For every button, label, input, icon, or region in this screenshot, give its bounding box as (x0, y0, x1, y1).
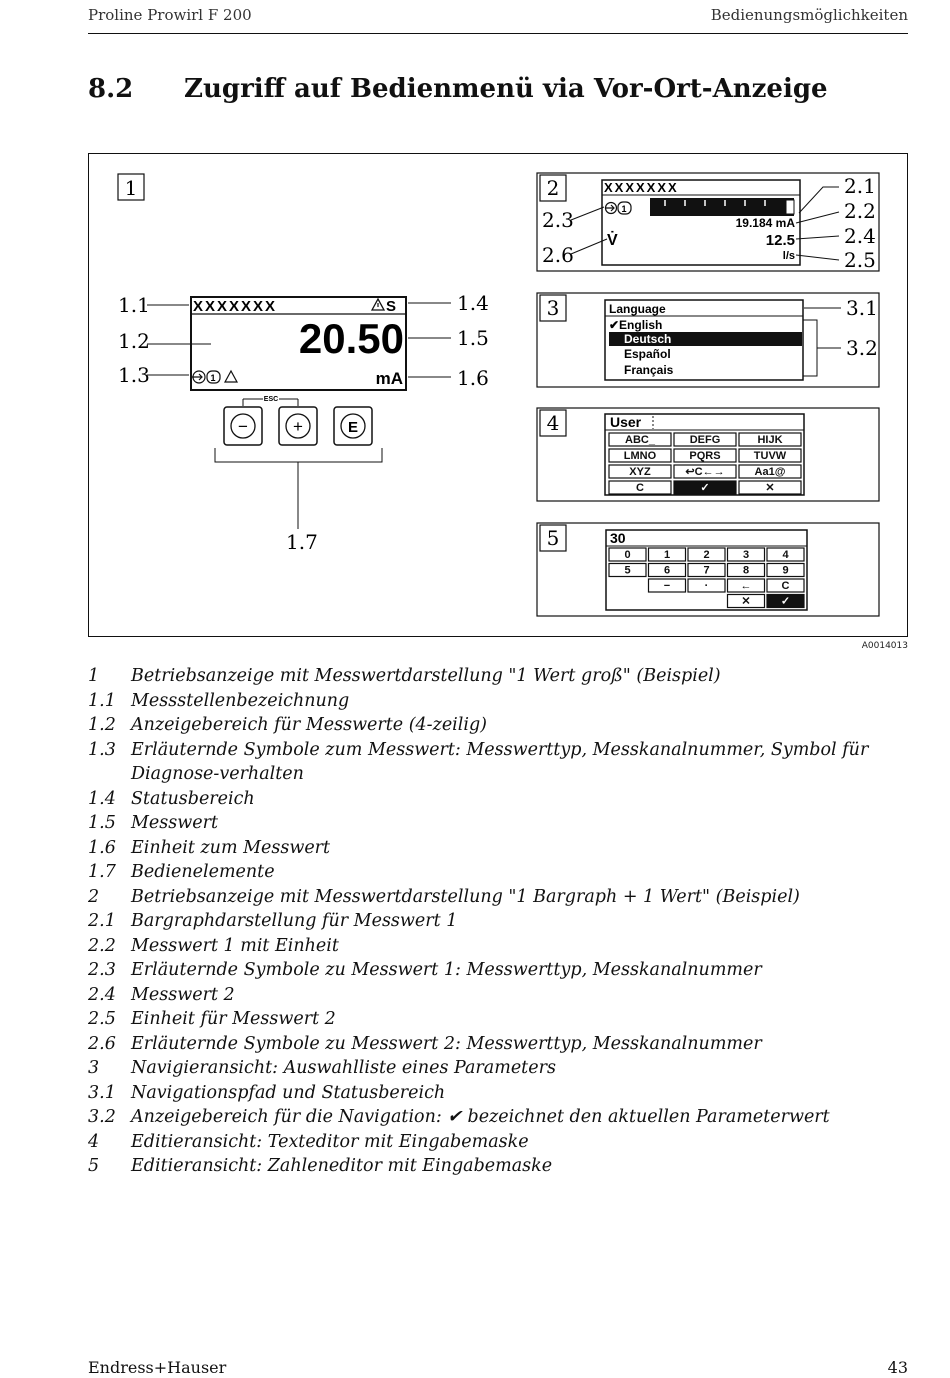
svg-text:ABC_: ABC_ (625, 434, 655, 446)
list-item-english: ✔English (609, 318, 663, 332)
svg-text:+: + (293, 417, 303, 436)
legend-text: Anzeigebereich für Messwerte (4-zeilig) (131, 715, 487, 735)
svg-text:XYZ: XYZ (629, 466, 651, 478)
panel-1-buttons (215, 396, 382, 529)
keyboard-key[interactable] (739, 481, 801, 494)
legend-item (88, 664, 908, 689)
panel2-value2: 12.5 (765, 232, 795, 249)
svg-text:2.4: 2.4 (844, 224, 876, 248)
svg-text:E: E (347, 419, 359, 436)
keyboard-key[interactable] (739, 465, 801, 478)
figure-drawing (89, 154, 906, 635)
svg-text:C: C (781, 580, 790, 592)
header-rule (88, 33, 908, 34)
svg-text:0: 0 (624, 549, 631, 561)
legend-number: 2.2 (88, 935, 116, 956)
legend-item (88, 787, 908, 812)
svg-text:DEFG: DEFG (689, 434, 721, 446)
legend-item (88, 713, 908, 738)
legend-text: Navigationspfad und Statusbereich (131, 1082, 446, 1103)
legend-item (88, 958, 908, 983)
legend-item (88, 909, 908, 934)
svg-text:HIJK: HIJK (757, 434, 783, 446)
panel-3 (537, 293, 879, 387)
panel-4 (537, 408, 879, 501)
number-keyboard (609, 548, 804, 608)
svg-text:TUVW: TUVW (753, 450, 787, 462)
minus-button[interactable] (224, 407, 262, 445)
panel1-tag: XXXXXXX (193, 298, 278, 315)
svg-text:↩C←→: ↩C←→ (685, 466, 725, 478)
svg-text:1.1: 1.1 (118, 293, 150, 317)
keyboard-key[interactable] (739, 449, 801, 462)
svg-text:2.1: 2.1 (844, 174, 876, 198)
number-field: 30 (610, 530, 626, 546)
list-item-deutsch: Deutsch (624, 332, 672, 346)
legend-text: Messwert 2 (131, 984, 235, 1005)
legend-number: 1.5 (88, 813, 116, 833)
svg-text:7: 7 (703, 564, 710, 577)
svg-text:1.2: 1.2 (118, 329, 150, 353)
legend-number: 1.6 (88, 837, 116, 858)
legend-text: Navigieransicht: Auswahlliste eines Parameters (131, 1058, 556, 1078)
legend-text: Messwert (131, 813, 218, 833)
legend-text: Bargraphdarstellung für Messwert 1 (131, 911, 458, 931)
keyboard-key[interactable] (728, 564, 765, 577)
keyboard-key[interactable] (609, 433, 671, 446)
svg-text:PQRS: PQRS (689, 450, 721, 462)
svg-text:9: 9 (782, 564, 789, 577)
list-item-espanol: Español (624, 347, 671, 361)
svg-text:Aa1@: Aa1@ (754, 466, 786, 478)
legend-number: 2.5 (88, 1009, 116, 1029)
panel1-status: S (386, 298, 397, 315)
svg-text:2.2: 2.2 (844, 199, 876, 223)
box-label-1 (118, 174, 144, 200)
keyboard-key[interactable] (728, 548, 765, 561)
legend-item (88, 689, 908, 714)
keyboard-key[interactable] (609, 449, 671, 462)
legend-number: 2.1 (88, 911, 116, 931)
legend-number: 5 (88, 1156, 100, 1176)
svg-text:2: 2 (703, 549, 710, 561)
legend-number: 2.3 (88, 960, 116, 980)
legend-number: 2.6 (88, 1033, 116, 1054)
figure-id: A0014013 (861, 641, 908, 651)
keyboard-key[interactable] (688, 548, 725, 561)
header-chapter: Bedienungsmöglichkeiten (710, 6, 908, 24)
nav-path: Language (609, 302, 666, 316)
svg-text:6: 6 (663, 564, 671, 577)
legend-text: Betriebsanzeige mit Messwertdarstellung "1 Bargraph + 1 Wert" (Beispiel) (131, 886, 800, 907)
legend-item (88, 1130, 908, 1155)
svg-text:1.3: 1.3 (118, 363, 150, 387)
keyboard-key[interactable] (688, 564, 725, 577)
keyboard-key[interactable] (649, 579, 686, 592)
svg-text:8: 8 (742, 564, 750, 577)
svg-text:✕: ✕ (765, 482, 775, 494)
section-number: 8.2 (88, 74, 134, 104)
text-keyboard (609, 433, 801, 494)
svg-text:1.5: 1.5 (457, 326, 489, 350)
svg-text:1: 1 (663, 549, 671, 561)
legend-text: Messstellenbezeichnung (131, 690, 350, 711)
channel-number-icon: 1 (210, 373, 216, 383)
keyboard-key[interactable] (688, 579, 725, 592)
panel-5 (537, 523, 879, 616)
legend-item (88, 836, 908, 861)
keyboard-key[interactable] (609, 548, 646, 561)
keyboard-key[interactable] (609, 481, 671, 494)
keyboard-key[interactable] (649, 548, 686, 561)
volume-flow-icon: V̇ (607, 232, 618, 249)
svg-text:1.7: 1.7 (286, 530, 318, 554)
svg-text:2.3: 2.3 (542, 208, 574, 232)
text-field: User (610, 414, 642, 430)
svg-text:✕: ✕ (741, 595, 751, 608)
keyboard-key[interactable] (767, 595, 804, 608)
keyboard-key[interactable] (728, 595, 765, 608)
legend-item (88, 934, 908, 959)
svg-text:−: − (238, 417, 248, 436)
svg-text:·: · (704, 580, 709, 592)
figure-legend (88, 664, 908, 1179)
keyboard-key[interactable] (767, 564, 804, 577)
legend-item (88, 738, 908, 787)
plus-button[interactable] (279, 407, 317, 445)
keyboard-key[interactable] (609, 465, 671, 478)
legend-text: Anzeigebereich für die Navigation: ✔ bezeichnet den aktuellen Parameterwert (131, 1107, 830, 1127)
legend-number: 4 (88, 1131, 100, 1152)
legend-number: 1.4 (88, 788, 116, 809)
keyboard-key[interactable] (674, 449, 736, 462)
section-title: Zugriff auf Bedienmenü via Vor-Ort-Anzeige (184, 74, 828, 104)
legend-item (88, 1032, 908, 1057)
legend-text: Erläuternde Symbole zum Messwert: Messwerttyp, Messkanalnummer, Symbol für Diagnose-verhalten (131, 739, 869, 784)
channel-number-icon: 1 (621, 204, 627, 214)
keyboard-key[interactable] (728, 579, 765, 592)
display-figure (88, 153, 908, 637)
legend-number: 2.4 (88, 984, 116, 1005)
keyboard-key[interactable] (609, 564, 646, 577)
svg-text:3.1: 3.1 (846, 296, 878, 320)
legend-text: Betriebsanzeige mit Messwertdarstellung "1 Wert groß" (Beispiel) (131, 666, 721, 686)
panel-1-display (191, 297, 406, 390)
diagnostic-warning-icon (225, 371, 237, 382)
svg-text:5: 5 (624, 564, 631, 577)
keyboard-key[interactable] (674, 433, 736, 446)
esc-label: ESC (263, 396, 279, 403)
enter-button[interactable] (334, 407, 372, 445)
legend-item (88, 860, 908, 885)
svg-text:4: 4 (546, 411, 560, 435)
panel2-unit2: l/s (782, 250, 795, 262)
legend-item (88, 811, 908, 836)
legend-number: 3.1 (88, 1082, 116, 1103)
svg-text:✓: ✓ (700, 482, 710, 494)
svg-text:4: 4 (782, 549, 789, 561)
legend-item (88, 983, 908, 1008)
legend-number: 1 (88, 666, 100, 686)
page-number: 43 (887, 1358, 908, 1377)
legend-text: Editieransicht: Zahleneditor mit Eingabemaske (131, 1156, 553, 1176)
svg-text:2: 2 (546, 176, 560, 200)
panel2-value1: 19.184 mA (735, 216, 795, 230)
keyboard-key[interactable] (767, 548, 804, 561)
keyboard-key[interactable] (674, 481, 736, 494)
legend-item (88, 1105, 908, 1130)
svg-text:2.5: 2.5 (844, 248, 876, 272)
legend-item (88, 1056, 908, 1081)
legend-item (88, 1081, 908, 1106)
legend-number: 1.3 (88, 739, 116, 760)
legend-text: Einheit für Messwert 2 (131, 1009, 336, 1029)
svg-text:1.4: 1.4 (457, 291, 489, 315)
legend-number: 3.2 (88, 1107, 116, 1127)
keyboard-key[interactable] (649, 564, 686, 577)
panel1-unit: mA (375, 369, 403, 388)
legend-item (88, 885, 908, 910)
panel2-tag: XXXXXXX (604, 180, 679, 195)
svg-text:1: 1 (124, 176, 138, 200)
svg-text:LMNO: LMNO (623, 450, 657, 462)
svg-text:−: − (663, 580, 671, 592)
panel1-value: 20.50 (298, 315, 404, 362)
warning-icon (372, 299, 384, 310)
measurement-type-icon (192, 371, 220, 383)
svg-text:3: 3 (742, 549, 750, 561)
footer-brand: Endress+Hauser (88, 1358, 227, 1377)
legend-text: Erläuternde Symbole zu Messwert 2: Messwerttyp, Messkanalnummer (131, 1033, 762, 1054)
svg-text:3: 3 (546, 296, 560, 320)
keyboard-key[interactable] (674, 465, 736, 478)
legend-number: 1.2 (88, 715, 116, 735)
bargraph (650, 198, 794, 216)
legend-item (88, 1007, 908, 1032)
legend-number: 1.1 (88, 690, 116, 711)
legend-text: Erläuternde Symbole zu Messwert 1: Messwerttyp, Messkanalnummer (131, 960, 762, 980)
svg-text:3.2: 3.2 (846, 336, 878, 360)
legend-item (88, 1154, 908, 1179)
svg-text:1.6: 1.6 (457, 366, 489, 390)
legend-text: Messwert 1 mit Einheit (131, 935, 339, 956)
legend-number: 3 (88, 1058, 100, 1078)
legend-number: 1.7 (88, 862, 116, 882)
svg-text:←: ← (740, 580, 752, 592)
header-product: Proline Prowirl F 200 (88, 6, 252, 24)
legend-number: 2 (88, 886, 100, 907)
legend-text: Bedienelemente (131, 862, 275, 882)
svg-text:✓: ✓ (780, 595, 791, 608)
svg-text:5: 5 (546, 526, 560, 550)
legend-text: Editieransicht: Texteditor mit Eingabemaske (131, 1131, 529, 1152)
legend-text: Einheit zum Messwert (131, 837, 331, 858)
keyboard-key[interactable] (739, 433, 801, 446)
svg-text:C: C (636, 482, 644, 494)
panel-2 (537, 173, 879, 272)
svg-text:2.6: 2.6 (542, 243, 574, 267)
list-item-francais: Français (624, 363, 674, 377)
legend-text: Statusbereich (131, 788, 255, 809)
measurement-type-icon (605, 202, 631, 214)
keyboard-key[interactable] (767, 579, 804, 592)
